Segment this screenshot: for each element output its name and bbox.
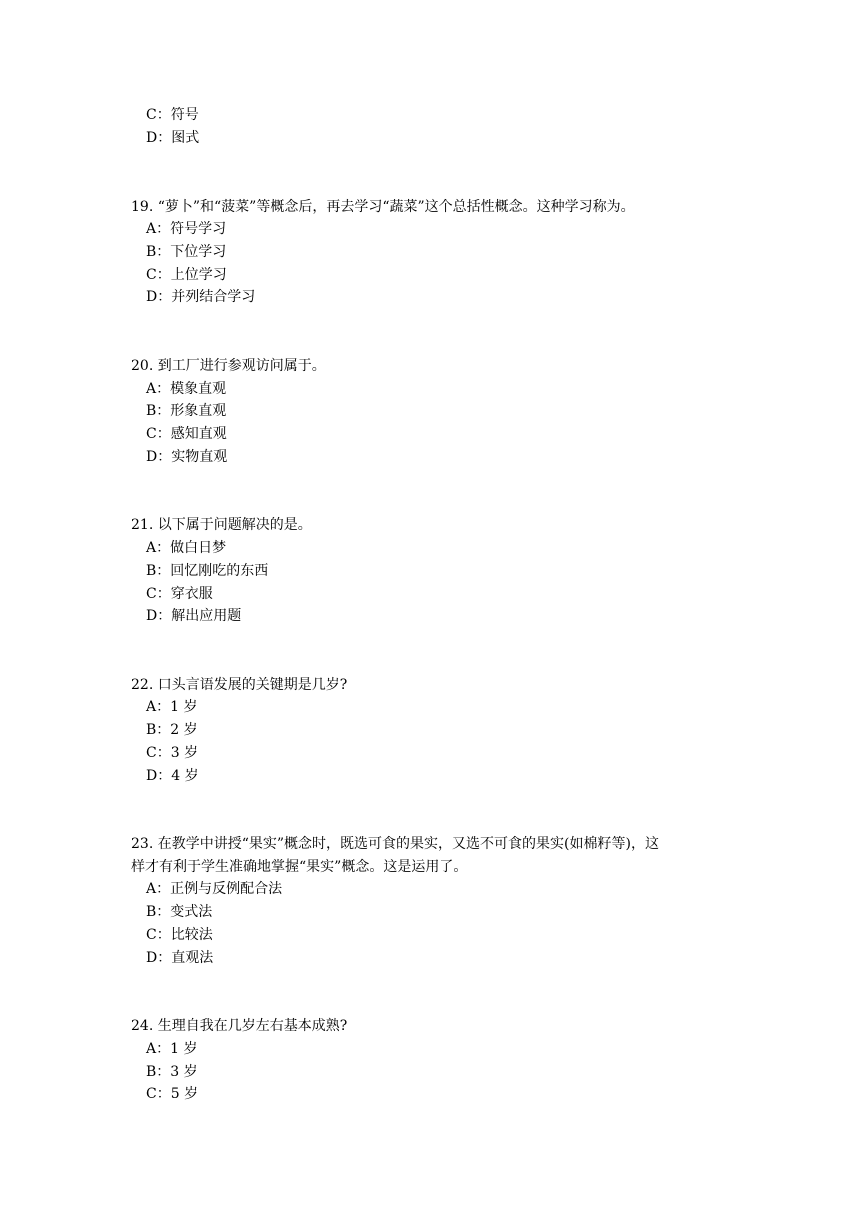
question-20-option-a: A：模象直观	[146, 381, 227, 397]
question-20-option-c: C：感知直观	[146, 426, 227, 442]
question-23-option-d: D：直观法	[146, 950, 214, 966]
question-24-option-a: A：1 岁	[146, 1041, 198, 1057]
question-20-option-b: B：形象直观	[146, 403, 227, 419]
question-23-option-c: C：比较法	[146, 927, 213, 943]
question-23-stem-line-2: 样才有利于学生准确地掌握“果实”概念。这是运用了。	[131, 859, 468, 875]
question-22-option-c: C：3 岁	[146, 745, 199, 761]
question-23-stem-line-1: 23. 在教学中讲授“果实”概念时，既选可食的果实，又选不可食的果实(如棉籽等)，这	[131, 836, 659, 852]
question-19-option-c: C：上位学习	[146, 267, 227, 283]
question-21-option-c: C：穿衣服	[146, 586, 213, 602]
question-24-stem: 24. 生理自我在几岁左右基本成熟?	[131, 1018, 348, 1034]
question-21-option-d: D：解出应用题	[146, 608, 242, 624]
question-21-option-b: B：回忆刚吃的东西	[146, 563, 269, 579]
question-23-option-a: A：正例与反例配合法	[146, 881, 283, 897]
question-22-stem: 22. 口头言语发展的关键期是几岁?	[131, 677, 348, 693]
question-24-option-b: B：3 岁	[146, 1064, 198, 1080]
question-20-option-d: D：实物直观	[146, 449, 228, 465]
option-d-prev: D：图式	[146, 130, 200, 146]
question-19-option-b: B：下位学习	[146, 244, 227, 260]
question-24-option-c: C：5 岁	[146, 1086, 199, 1102]
question-20-stem: 20. 到工厂进行参观访问属于。	[131, 358, 326, 374]
question-19-option-a: A：符号学习	[146, 221, 227, 237]
question-19-stem: 19. “萝卜”和“菠菜”等概念后，再去学习“蔬菜”这个总括性概念。这种学习称为。	[131, 199, 635, 215]
question-23-option-b: B：变式法	[146, 904, 213, 920]
question-22-option-a: A：1 岁	[146, 699, 198, 715]
question-22-option-d: D：4 岁	[146, 768, 199, 784]
question-19-option-d: D：并列结合学习	[146, 289, 256, 305]
question-22-option-b: B：2 岁	[146, 722, 198, 738]
question-21-option-a: A：做白日梦	[146, 540, 227, 556]
option-c-prev: C：符号	[146, 107, 199, 123]
question-21-stem: 21. 以下属于问题解决的是。	[131, 517, 312, 533]
